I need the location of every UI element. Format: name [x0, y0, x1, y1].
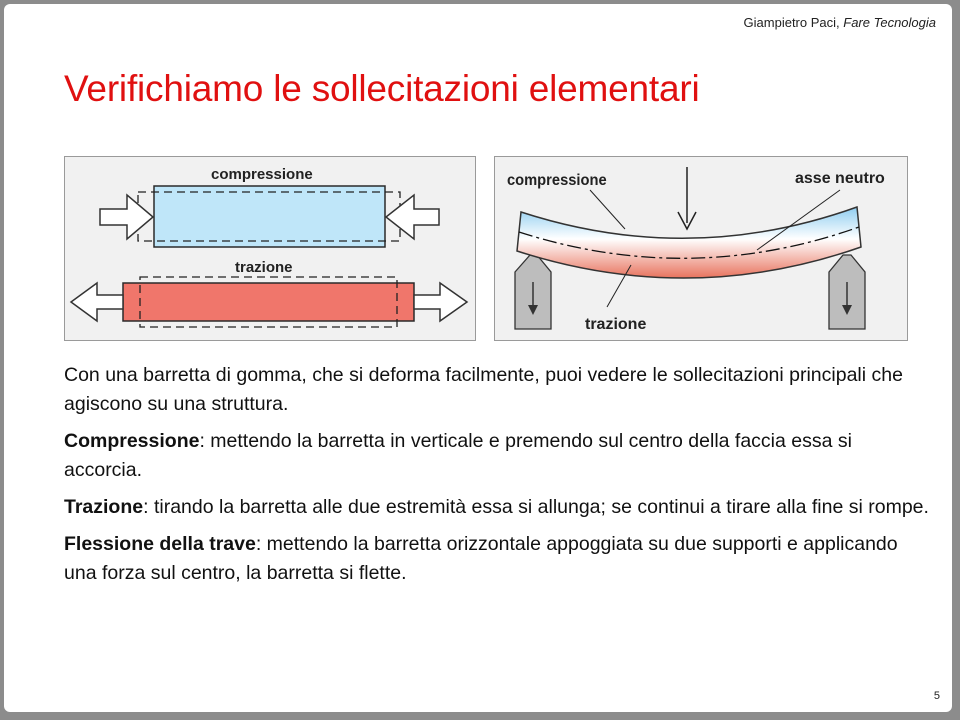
paragraph-compressione: [64, 427, 934, 485]
left-support: [515, 255, 551, 329]
publication-name: Fare Tecnologia: [843, 15, 936, 30]
compression-traction-diagram: [65, 157, 475, 340]
compression-leader: [590, 190, 625, 229]
body-text: [64, 361, 934, 596]
paragraph-trazione: [64, 493, 934, 522]
paragraph-trazione-text: : tirando la barretta alle due estremità essa si allunga; se continui a tirare alla fine si rompe.: [143, 496, 929, 518]
paragraph-compressione-text: : mettendo la barretta in verticale e premendo sul centro della faccia essa si accorcia.: [64, 430, 852, 481]
label-asse-neutro: asse neutro: [795, 170, 885, 187]
page-number: 5: [933, 690, 940, 702]
label-trazione: trazione: [235, 259, 293, 276]
paragraph-intro-text: Con una barretta di gomma, che si deforma facilmente, puoi vedere le sollecitazioni principali che agiscono su una struttura.: [64, 364, 903, 415]
paragraph-flessione-text: : mettendo la barretta orizzontale appoggiata su due supporti e applicando una forza sul centro, la barretta si flette.: [64, 533, 898, 584]
bending-beam-diagram: [495, 157, 907, 340]
term-flessione: Flessione della trave: [64, 533, 256, 555]
label-compressione-beam: compressione: [506, 171, 607, 190]
term-trazione: Trazione: [64, 496, 144, 518]
paragraph-flessione: [64, 530, 934, 588]
author-name: Giampietro Paci,: [743, 15, 840, 30]
left-traction-arrow-icon: [71, 283, 123, 321]
figure-compression-traction: [64, 156, 476, 341]
paragraph-intro: [64, 361, 934, 419]
term-compressione: Compressione: [64, 430, 200, 452]
label-compressione: compressione: [211, 166, 313, 183]
slide-title: Verifichiamo le sollecitazioni elementari: [64, 68, 700, 109]
label-trazione-beam: trazione: [585, 316, 647, 333]
traction-bar: [123, 283, 414, 321]
header-credit: [744, 15, 936, 30]
right-support: [829, 255, 865, 329]
slide: [4, 4, 952, 712]
compression-bar: [154, 186, 385, 247]
right-compression-arrow-icon: [386, 195, 439, 239]
left-compression-arrow-icon: [100, 195, 153, 239]
figure-bending-beam: [494, 156, 908, 341]
right-traction-arrow-icon: [414, 283, 467, 321]
